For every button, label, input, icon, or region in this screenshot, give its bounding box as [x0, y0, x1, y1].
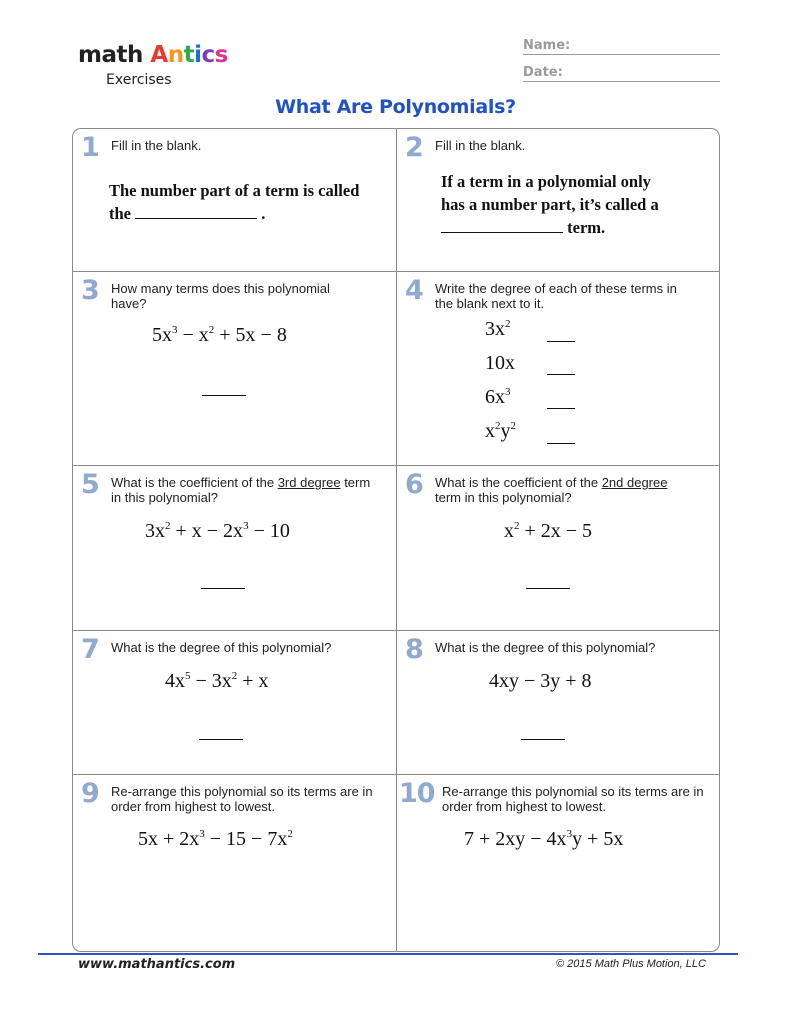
- logo-letter: A: [150, 42, 168, 68]
- problem-4: [397, 272, 720, 465]
- math-antics-logo: [78, 42, 228, 68]
- logo-antics-text: [150, 42, 227, 68]
- polynomial-expression: $7 + 2xy - 4x^3y + 5x$: [464, 828, 624, 850]
- name-field[interactable]: [523, 36, 720, 55]
- problem-prompt: What is the coefficient of the 3rd degree term in this polynomial?: [111, 475, 371, 505]
- logo-letter: n: [167, 42, 184, 68]
- answer-line[interactable]: [201, 588, 245, 589]
- problem-prompt: How many terms does this polynomial have?: [111, 281, 330, 311]
- logo-letter: s: [214, 42, 228, 68]
- name-label: Name:: [523, 38, 571, 53]
- logo-letter: i: [194, 42, 202, 68]
- problem-number: 10: [399, 778, 435, 809]
- answer-line[interactable]: [547, 374, 575, 375]
- term-row: $6x^3$: [485, 386, 511, 408]
- problem-1: [73, 129, 396, 271]
- problem-number: 7: [81, 634, 99, 665]
- problem-prompt: What is the degree of this polynomial?: [111, 640, 332, 655]
- answer-line[interactable]: [547, 341, 575, 342]
- logo-letter: t: [183, 42, 195, 68]
- problem-10: [397, 775, 720, 951]
- problems-grid: [72, 128, 720, 952]
- problem-number: 8: [405, 634, 423, 665]
- logo-math-text: math: [78, 42, 143, 68]
- term-row: $3x^2$: [485, 318, 511, 340]
- answer-line[interactable]: [521, 739, 565, 740]
- problem-number: 3: [81, 275, 99, 306]
- problem-number: 6: [405, 469, 423, 500]
- problem-3: [73, 272, 396, 465]
- logo-subtitle: Exercises: [106, 72, 172, 88]
- problem-5: [73, 466, 396, 630]
- problem-statement: If a term in a polynomial only has a number part, it’s called a term.: [441, 172, 659, 237]
- answer-blank[interactable]: [135, 218, 257, 219]
- answer-line[interactable]: [547, 408, 575, 409]
- answer-line[interactable]: [202, 395, 246, 396]
- footer-copyright: © 2015 Math Plus Motion, LLC: [556, 958, 706, 970]
- problem-prompt: Re-arrange this polynomial so its terms are in order from highest to lowest.: [111, 784, 373, 814]
- worksheet-title: What Are Polynomials?: [275, 96, 516, 118]
- polynomial-expression: $x^2 + 2x - 5$: [504, 520, 593, 542]
- problem-9: [73, 775, 396, 951]
- problem-prompt: What is the coefficient of the 2nd degree term in this polynomial?: [435, 475, 668, 505]
- answer-blank[interactable]: [441, 232, 563, 233]
- answer-line[interactable]: [199, 739, 243, 740]
- logo-letter: c: [201, 42, 215, 68]
- problem-7: [73, 631, 396, 774]
- term-row: 10x: [485, 352, 515, 374]
- problem-number: 1: [81, 132, 99, 163]
- problem-2: [397, 129, 720, 271]
- polynomial-expression: $5x^3 - x^2 + 5x - 8$: [152, 324, 287, 346]
- answer-line[interactable]: [526, 588, 570, 589]
- problem-prompt: Re-arrange this polynomial so its terms are in order from highest to lowest.: [442, 784, 704, 814]
- date-label: Date:: [523, 65, 563, 80]
- problem-number: 9: [81, 778, 99, 809]
- problem-prompt: Write the degree of each of these terms in the blank next to it.: [435, 281, 677, 311]
- answer-line[interactable]: [547, 443, 575, 444]
- footer-rule: [38, 953, 738, 955]
- term-row: $x^2y^2$: [485, 420, 516, 442]
- polynomial-expression: $5x + 2x^3 - 15 - 7x^2$: [138, 828, 293, 850]
- problem-8: [397, 631, 720, 774]
- polynomial-expression: 4xy − 3y + 8: [489, 670, 592, 692]
- problem-prompt: Fill in the blank.: [111, 138, 202, 153]
- problem-number: 2: [405, 132, 423, 163]
- problem-statement: The number part of a term is called the .: [109, 181, 360, 223]
- problem-prompt: What is the degree of this polynomial?: [435, 640, 656, 655]
- polynomial-expression: $4x^5 - 3x^2 + x$: [165, 670, 269, 692]
- problem-prompt: Fill in the blank.: [435, 138, 526, 153]
- problem-6: [397, 466, 720, 630]
- date-field[interactable]: [523, 63, 720, 82]
- problem-number: 5: [81, 469, 99, 500]
- problem-number: 4: [405, 275, 423, 306]
- footer-url: www.mathantics.com: [78, 957, 236, 972]
- polynomial-expression: $3x^2 + x - 2x^3 - 10$: [145, 520, 290, 542]
